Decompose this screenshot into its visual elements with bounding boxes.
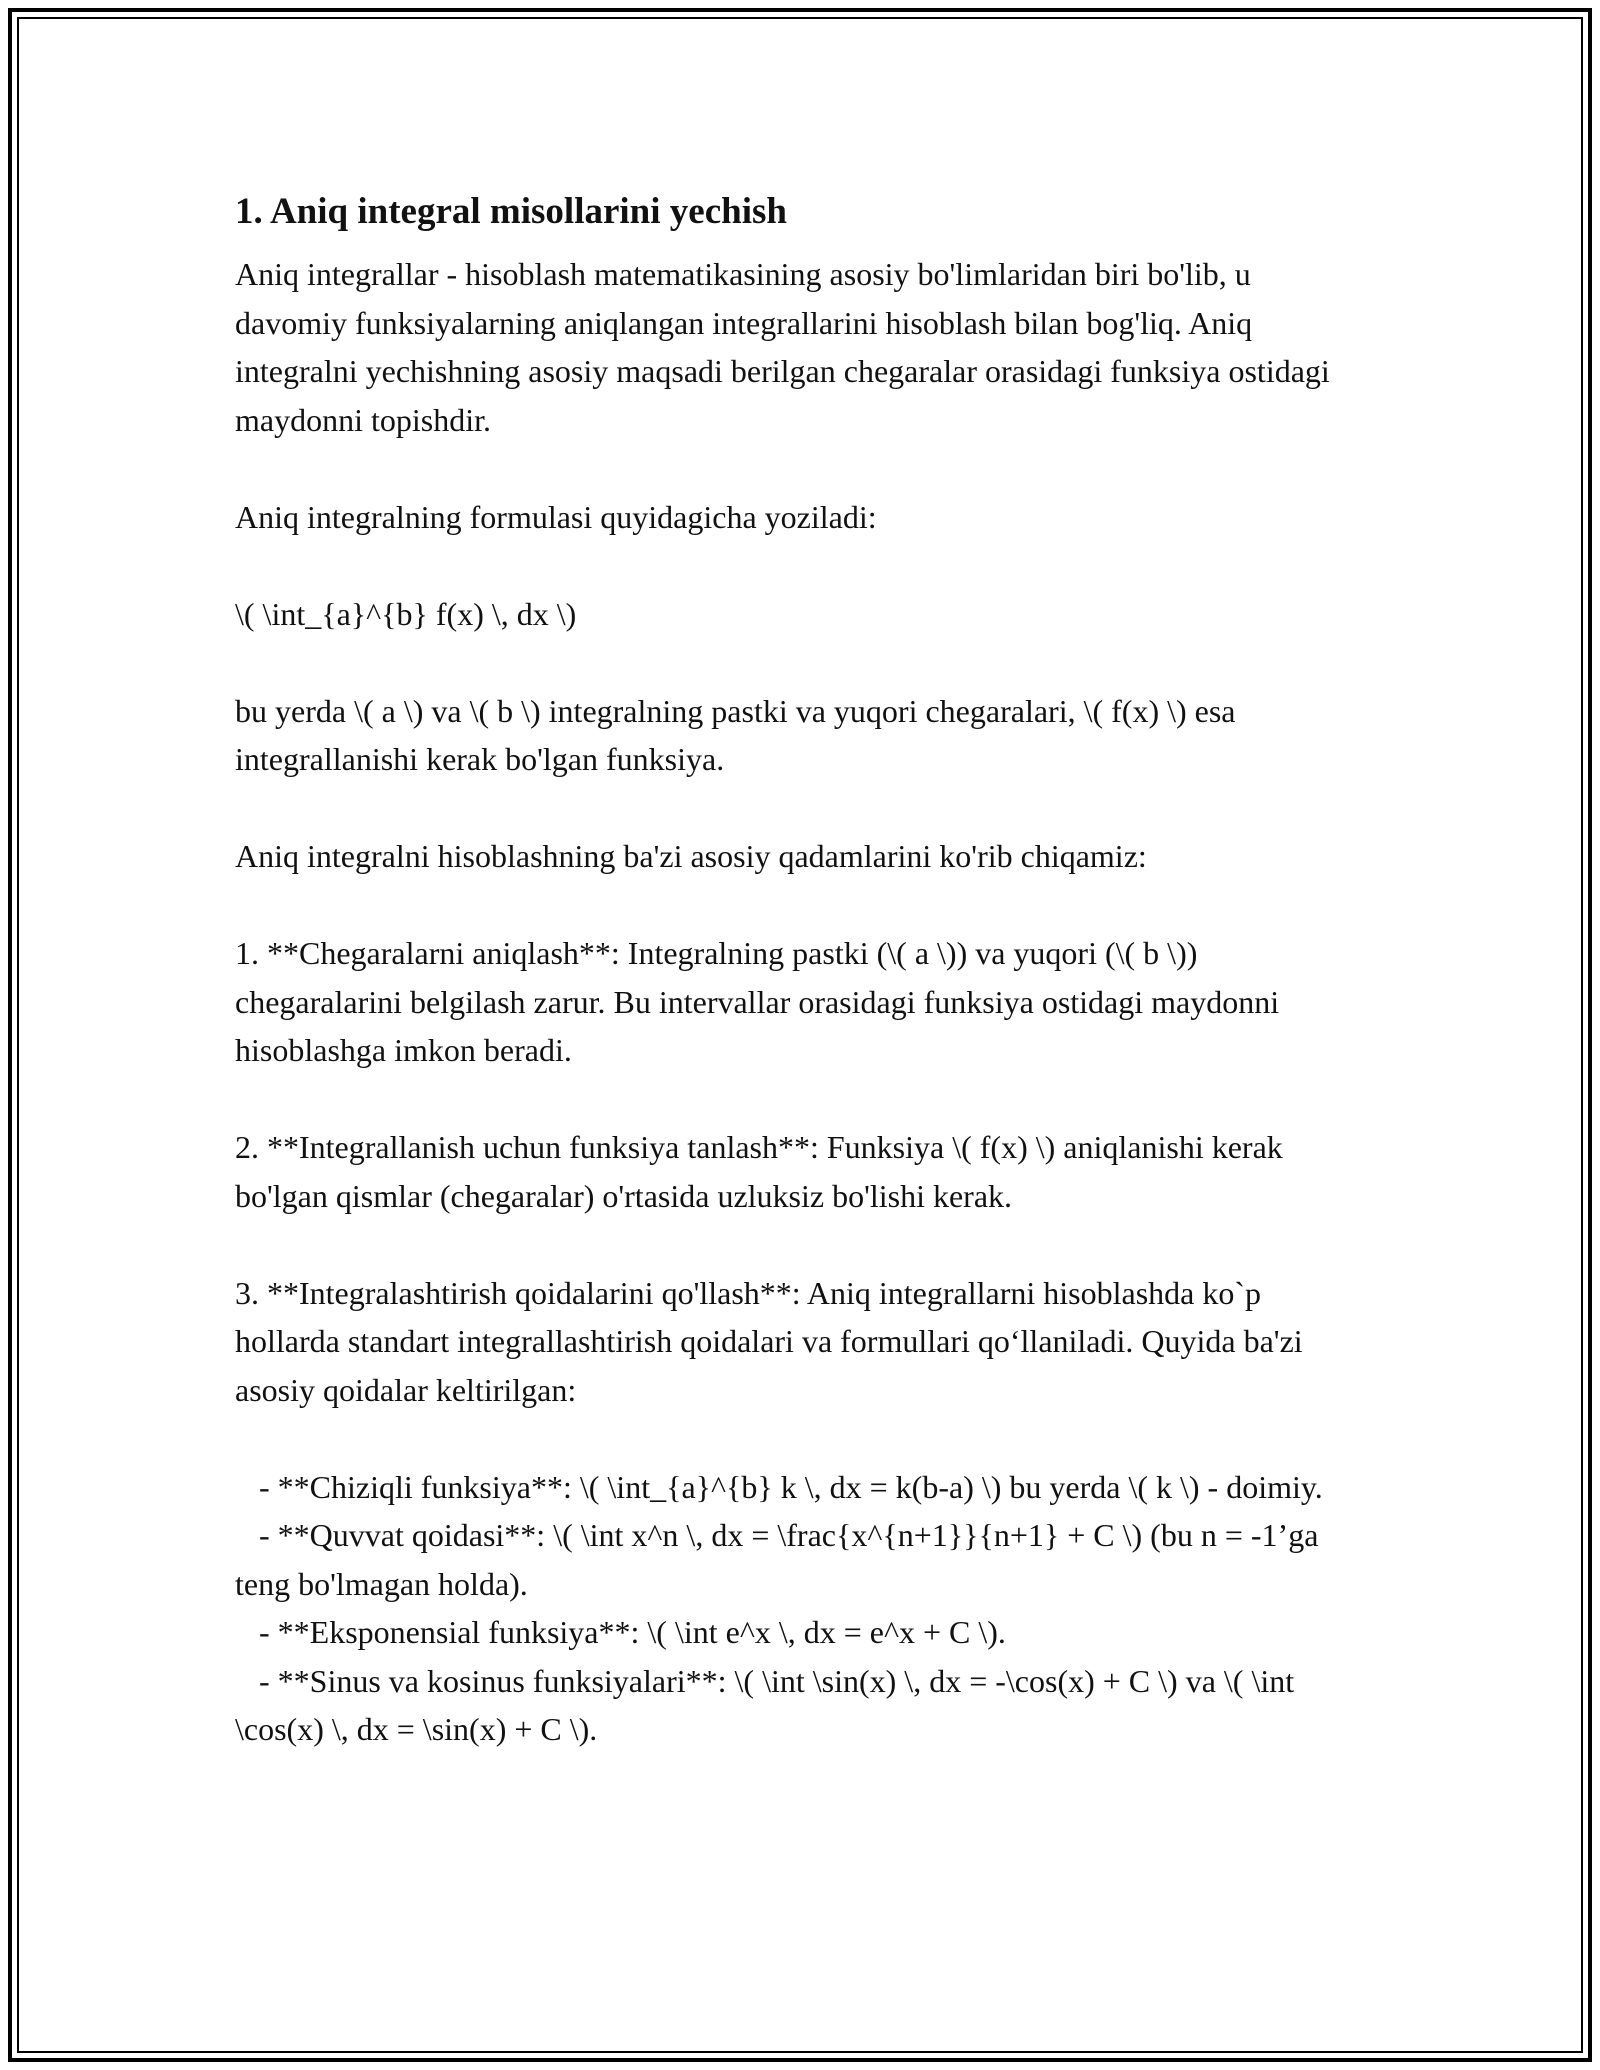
formula-explanation-paragraph: bu yerda \( a \) va \( b \) integralning pastki va yuqori chegaralari, \( f(x) \) esa integrallanishi kerak bo'lgan funksiya. <box>235 692 1244 777</box>
rule-exponential-item: - **Eksponensial funksiya**: \( \int e^x \, dx = e^x + C \). <box>235 1614 1006 1650</box>
intro-paragraph: Aniq integrallar - hisoblash matematikasining asosiy bo'limlaridan biri bo'lib, u davomiy funksiyalarning aniqlangan integrallarini hisoblash bilan bog'liq. Aniq integralni yechishning asosiy maqsadi berilgan chegaralar orasidagi funksiya ostidagi maydonni topishdir. <box>235 256 1338 438</box>
paragraph-gap <box>235 1075 1365 1124</box>
step-3-paragraph: 3. **Integralashtirish qoidalarini qo'llash**: Aniq integrallarni hisoblashda ko`p hollarda standart integrallashtirish qoidalari va formullari qo‘llaniladi. Quyida ba'zi asosiy qoidalar keltirilgan: <box>235 1274 1311 1408</box>
paragraph-gap <box>235 541 1365 590</box>
paragraph-gap <box>235 1220 1365 1269</box>
step-1-paragraph: 1. **Chegaralarni aniqlash**: Integralning pastki (\( a \)) va yuqori (\( b \)) chegaralarini belgilash zarur. Bu intervallar orasidagi funksiya ostidagi maydonni hisoblashga imkon beradi. <box>235 935 1288 1068</box>
paragraph-gap <box>235 1414 1365 1463</box>
document-title: 1. Aniq integral misollarini yechish <box>235 191 787 232</box>
document-body <box>235 188 1365 1754</box>
step-2-paragraph: 2. **Integrallanish uchun funksiya tanlash**: Funksiya \( f(x) \) aniqlanishi kerak bo'lgan qismlar (chegaralar) o'rtasida uzluksiz bo'lishi kerak. <box>235 1129 1291 1214</box>
rule-linear-item: - **Chiziqli funksiya**: \( \int_{a}^{b} k \, dx = k(b-a) \) bu yerda \( k \) - doimiy. <box>235 1468 1323 1505</box>
steps-intro-paragraph: Aniq integralni hisoblashning ba'zi asosiy qadamlarini ko'rib chiqamiz: <box>235 838 1147 874</box>
rule-trigonometric-item: - **Sinus va kosinus funksiyalari**: \( \int \sin(x) \, dx = -\cos(x) + C \) va \( \int \cos(x) \, dx = \sin(x) + C \). <box>235 1662 1303 1747</box>
rule-power-item: - **Quvvat qoidasi**: \( \int x^n \, dx = \frac{x^{n+1}}{n+1} + C \) (bu n = -1’ga teng bo'lmagan holda). <box>235 1517 1327 1602</box>
paragraph-gap <box>235 444 1365 493</box>
formula-line: \( \int_{a}^{b} f(x) \, dx \) <box>235 595 577 632</box>
paragraph-gap <box>235 881 1365 930</box>
paragraph-gap <box>235 784 1365 833</box>
formula-intro-paragraph: Aniq integralning formulasi quyidagicha yoziladi: <box>235 498 877 535</box>
paragraph-gap <box>235 638 1365 687</box>
